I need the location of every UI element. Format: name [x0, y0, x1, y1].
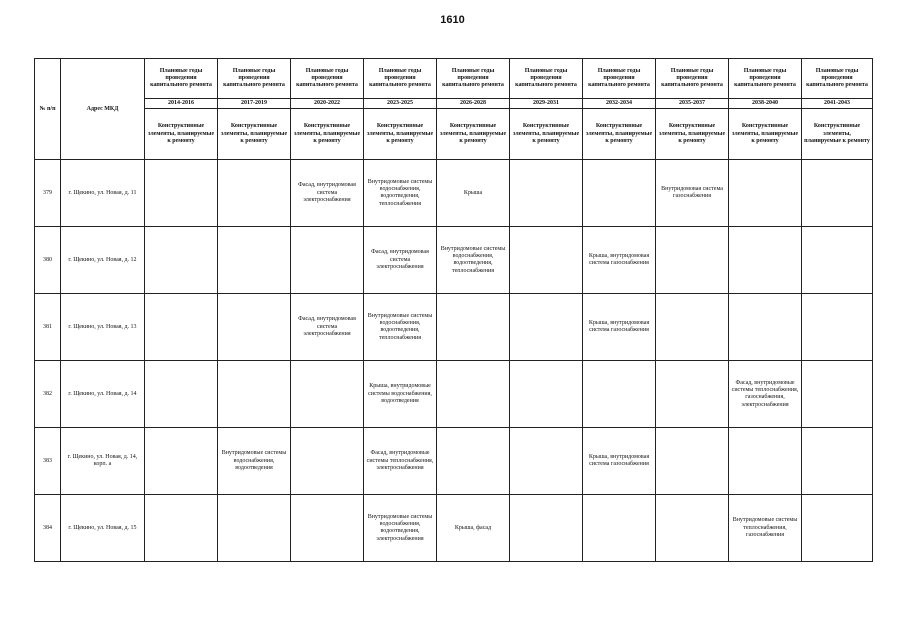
- period-plan-header: Плановые годы проведения капитального ремонта: [510, 59, 583, 99]
- period-range: 2014-2016: [145, 99, 218, 109]
- repair-elements-cell: Крыша, внутридомовая система газоснабжения: [583, 227, 656, 294]
- period-plan-header: Плановые годы проведения капитального ремонта: [437, 59, 510, 99]
- repair-elements-cell: [656, 428, 729, 495]
- repair-elements-cell: [291, 428, 364, 495]
- repair-elements-cell: Внутридомовая система газоснабжения: [656, 160, 729, 227]
- row-number: 383: [35, 428, 61, 495]
- table-body: [35, 160, 873, 562]
- period-elements-header: Конструктивные элементы, планируемые к ремонту: [802, 109, 873, 160]
- repair-elements-cell: [729, 227, 802, 294]
- period-elements-header: Конструктивные элементы, планируемые к ремонту: [510, 109, 583, 160]
- row-number: 379: [35, 160, 61, 227]
- repair-elements-cell: Фасад, внутридомовая система электроснабжения: [364, 227, 437, 294]
- repair-elements-cell: Фасад, внутридомовая система электроснабжения: [291, 160, 364, 227]
- repair-elements-cell: Крыша, внутридомовая система газоснабжения: [583, 294, 656, 361]
- repair-elements-cell: Внутридомовые системы теплоснабжения, газоснабжения: [729, 495, 802, 562]
- repair-elements-cell: [218, 361, 291, 428]
- repair-elements-cell: Крыша, внутридомовые системы водоснабжения, водоотведения: [364, 361, 437, 428]
- repair-elements-cell: Фасад, внутридомовые системы теплоснабжения, электроснабжения: [364, 428, 437, 495]
- period-plan-header: Плановые годы проведения капитального ремонта: [729, 59, 802, 99]
- table-row: [35, 294, 873, 361]
- repair-elements-cell: [729, 428, 802, 495]
- page-number: 1610: [440, 14, 465, 26]
- period-plan-header: Плановые годы проведения капитального ремонта: [656, 59, 729, 99]
- period-range: 2035-2037: [656, 99, 729, 109]
- repair-elements-cell: Фасад, внутридомовая система электроснабжения: [291, 294, 364, 361]
- period-range: 2029-2031: [510, 99, 583, 109]
- table-row: [35, 428, 873, 495]
- period-elements-header: Конструктивные элементы, планируемые к ремонту: [437, 109, 510, 160]
- repair-elements-cell: Крыша, внутридомовая система газоснабжения: [583, 428, 656, 495]
- period-plan-header: Плановые годы проведения капитального ремонта: [364, 59, 437, 99]
- repair-elements-cell: Внутридомовые системы водоснабжения, водоотведения, теплоснабжения: [364, 160, 437, 227]
- period-range: 2038-2040: [729, 99, 802, 109]
- repair-elements-cell: [656, 361, 729, 428]
- repair-elements-cell: [510, 227, 583, 294]
- period-elements-header: Конструктивные элементы, планируемые к ремонту: [291, 109, 364, 160]
- row-number: 380: [35, 227, 61, 294]
- period-range: 2017-2019: [218, 99, 291, 109]
- period-range: 2026-2028: [437, 99, 510, 109]
- repair-elements-cell: [218, 495, 291, 562]
- period-elements-header: Конструктивные элементы, планируемые к ремонту: [218, 109, 291, 160]
- table-row: [35, 361, 873, 428]
- repair-elements-cell: [145, 428, 218, 495]
- repair-elements-cell: [145, 294, 218, 361]
- repair-elements-cell: [291, 361, 364, 428]
- period-plan-header: Плановые годы проведения капитального ремонта: [802, 59, 873, 99]
- period-elements-header: Конструктивные элементы, планируемые к ремонту: [656, 109, 729, 160]
- repair-elements-cell: [218, 160, 291, 227]
- repair-elements-cell: [656, 227, 729, 294]
- repair-elements-cell: [729, 160, 802, 227]
- header-row-plan: [35, 59, 873, 99]
- repair-elements-cell: [510, 294, 583, 361]
- repair-elements-cell: [145, 227, 218, 294]
- repair-elements-cell: [437, 361, 510, 428]
- row-address: г. Щекино, ул. Новая, д. 14, корп. а: [61, 428, 145, 495]
- table-row: [35, 160, 873, 227]
- period-range: 2032-2034: [583, 99, 656, 109]
- period-range: 2041-2043: [802, 99, 873, 109]
- repair-elements-cell: [145, 160, 218, 227]
- repair-elements-cell: [510, 428, 583, 495]
- repair-elements-cell: [437, 294, 510, 361]
- repair-elements-cell: [510, 361, 583, 428]
- repair-elements-cell: [802, 227, 873, 294]
- period-range: 2023-2025: [364, 99, 437, 109]
- repair-elements-cell: [802, 361, 873, 428]
- repair-elements-cell: [145, 361, 218, 428]
- repair-elements-cell: [656, 495, 729, 562]
- repair-elements-cell: [291, 227, 364, 294]
- period-elements-header: Конструктивные элементы, планируемые к ремонту: [145, 109, 218, 160]
- row-address: г. Щекино, ул. Новая, д. 13: [61, 294, 145, 361]
- repair-elements-cell: [291, 495, 364, 562]
- column-header-number: № п/п: [35, 59, 61, 160]
- repair-elements-cell: Внутридомовые системы водоснабжения, водоотведения, теплоснабжения: [364, 294, 437, 361]
- period-elements-header: Конструктивные элементы, планируемые к ремонту: [364, 109, 437, 160]
- repair-elements-cell: [218, 227, 291, 294]
- repair-elements-cell: [802, 428, 873, 495]
- repair-elements-cell: [583, 361, 656, 428]
- repair-elements-cell: [802, 160, 873, 227]
- row-address: г. Щекино, ул. Новая, д. 12: [61, 227, 145, 294]
- row-address: г. Щекино, ул. Новая, д. 15: [61, 495, 145, 562]
- period-plan-header: Плановые годы проведения капитального ремонта: [218, 59, 291, 99]
- repair-elements-cell: [583, 160, 656, 227]
- repair-elements-cell: [656, 294, 729, 361]
- repair-elements-cell: [583, 495, 656, 562]
- period-range: 2020-2022: [291, 99, 364, 109]
- repair-elements-cell: [802, 294, 873, 361]
- header-row-range: [35, 99, 873, 109]
- repair-elements-cell: [437, 428, 510, 495]
- header-row-elements: [35, 109, 873, 160]
- repair-elements-cell: [802, 495, 873, 562]
- repair-elements-cell: [729, 294, 802, 361]
- row-address: г. Щекино, ул. Новая, д. 14: [61, 361, 145, 428]
- column-header-address: Адрес МКД: [61, 59, 145, 160]
- period-elements-header: Конструктивные элементы, планируемые к ремонту: [583, 109, 656, 160]
- period-plan-header: Плановые годы проведения капитального ремонта: [583, 59, 656, 99]
- table-row: [35, 227, 873, 294]
- repair-elements-cell: [510, 495, 583, 562]
- row-number: 382: [35, 361, 61, 428]
- capital-repair-table: [34, 58, 873, 562]
- period-elements-header: Конструктивные элементы, планируемые к ремонту: [729, 109, 802, 160]
- table-row: [35, 495, 873, 562]
- repair-elements-cell: Фасад, внутридомовые системы теплоснабжения, газоснабжения, электроснабжения: [729, 361, 802, 428]
- row-number: 384: [35, 495, 61, 562]
- row-number: 381: [35, 294, 61, 361]
- repair-elements-cell: [510, 160, 583, 227]
- repair-elements-cell: [218, 294, 291, 361]
- period-plan-header: Плановые годы проведения капитального ремонта: [291, 59, 364, 99]
- repair-elements-cell: Крыша: [437, 160, 510, 227]
- repair-elements-cell: Внутридомовые системы водоснабжения, водоотведения: [218, 428, 291, 495]
- repair-elements-cell: [145, 495, 218, 562]
- repair-elements-cell: Внутридомовые системы водоснабжения, водоотведения, электроснабжения: [364, 495, 437, 562]
- period-plan-header: Плановые годы проведения капитального ремонта: [145, 59, 218, 99]
- repair-elements-cell: Внутридомовые системы водоснабжения, водоотведения, теплоснабжения: [437, 227, 510, 294]
- repair-elements-cell: Крыша, фасад: [437, 495, 510, 562]
- row-address: г. Щекино, ул. Новая, д. 11: [61, 160, 145, 227]
